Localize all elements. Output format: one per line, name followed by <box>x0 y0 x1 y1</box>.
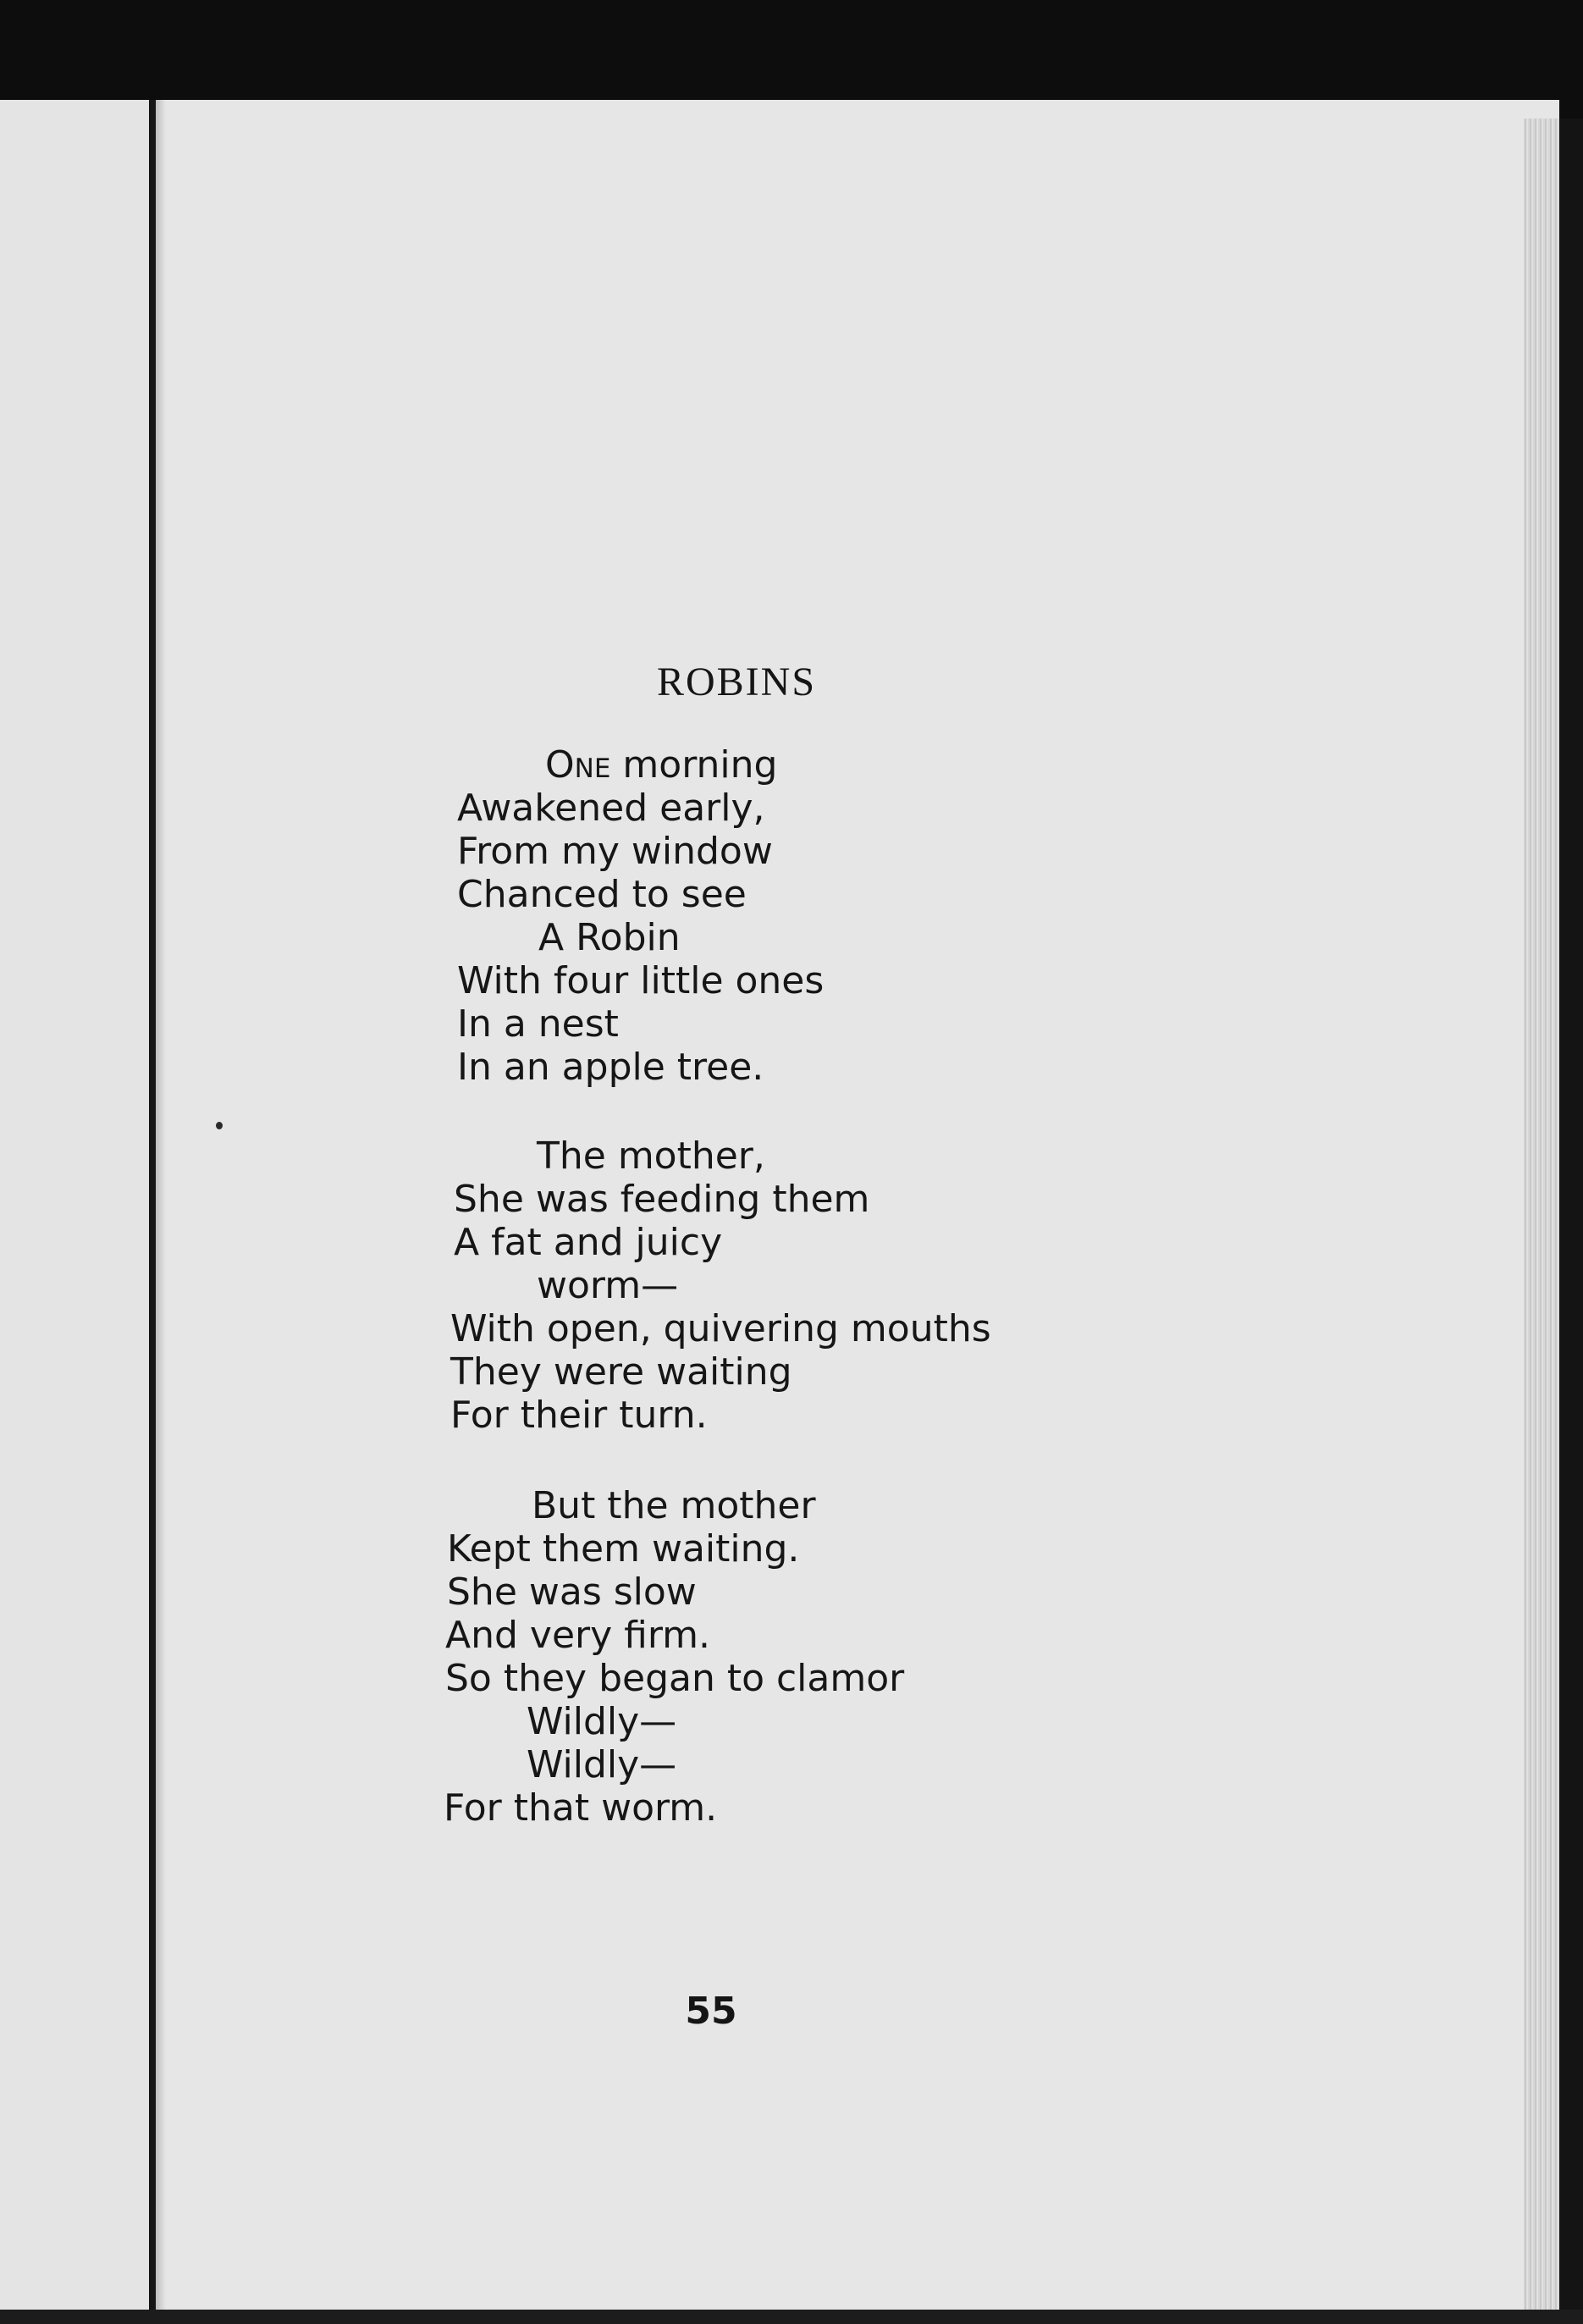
scan-border-bottom <box>0 2310 1583 2324</box>
poem-line <box>545 743 777 787</box>
poem-line: With four little ones <box>457 959 825 1002</box>
dust-speck <box>216 1122 223 1129</box>
poem-line: So they began to clamor <box>445 1657 905 1700</box>
poem-line: From my window <box>457 830 773 873</box>
poem-line: In an apple tree. <box>457 1046 764 1089</box>
poem-line: For that worm. <box>444 1786 718 1830</box>
poem-line: For their turn. <box>450 1394 708 1437</box>
poem-line: She was slow <box>447 1570 697 1614</box>
poem-line-rest: morning <box>610 743 778 787</box>
poem-line: And very firm. <box>445 1614 711 1657</box>
poem-line-lead: One <box>545 743 611 787</box>
scan-border-right <box>1559 119 1583 2324</box>
poem-line: Awakened early, <box>457 787 765 830</box>
poem-line: They were waiting <box>450 1350 792 1394</box>
poem-title: ROBINS <box>656 660 817 704</box>
poem-line: A fat and juicy <box>454 1221 723 1264</box>
poem-line: In a nest <box>457 1002 619 1046</box>
poem-line: She was feeding them <box>454 1178 870 1221</box>
poem-line: With open, quivering mouths <box>450 1307 991 1350</box>
poem-line: A Robin <box>538 916 681 959</box>
poem-line: Wildly— <box>527 1743 677 1786</box>
poem-line: worm— <box>537 1264 679 1307</box>
poem-line: Chanced to see <box>457 873 747 916</box>
poem-line: The mother, <box>537 1134 765 1178</box>
poem-line: But the mother <box>532 1484 816 1527</box>
poem-line: Kept them waiting. <box>447 1527 800 1570</box>
page-fore-edge <box>1524 119 1559 2311</box>
poem-line: Wildly— <box>527 1700 677 1743</box>
page-number: 55 <box>685 1990 737 2033</box>
